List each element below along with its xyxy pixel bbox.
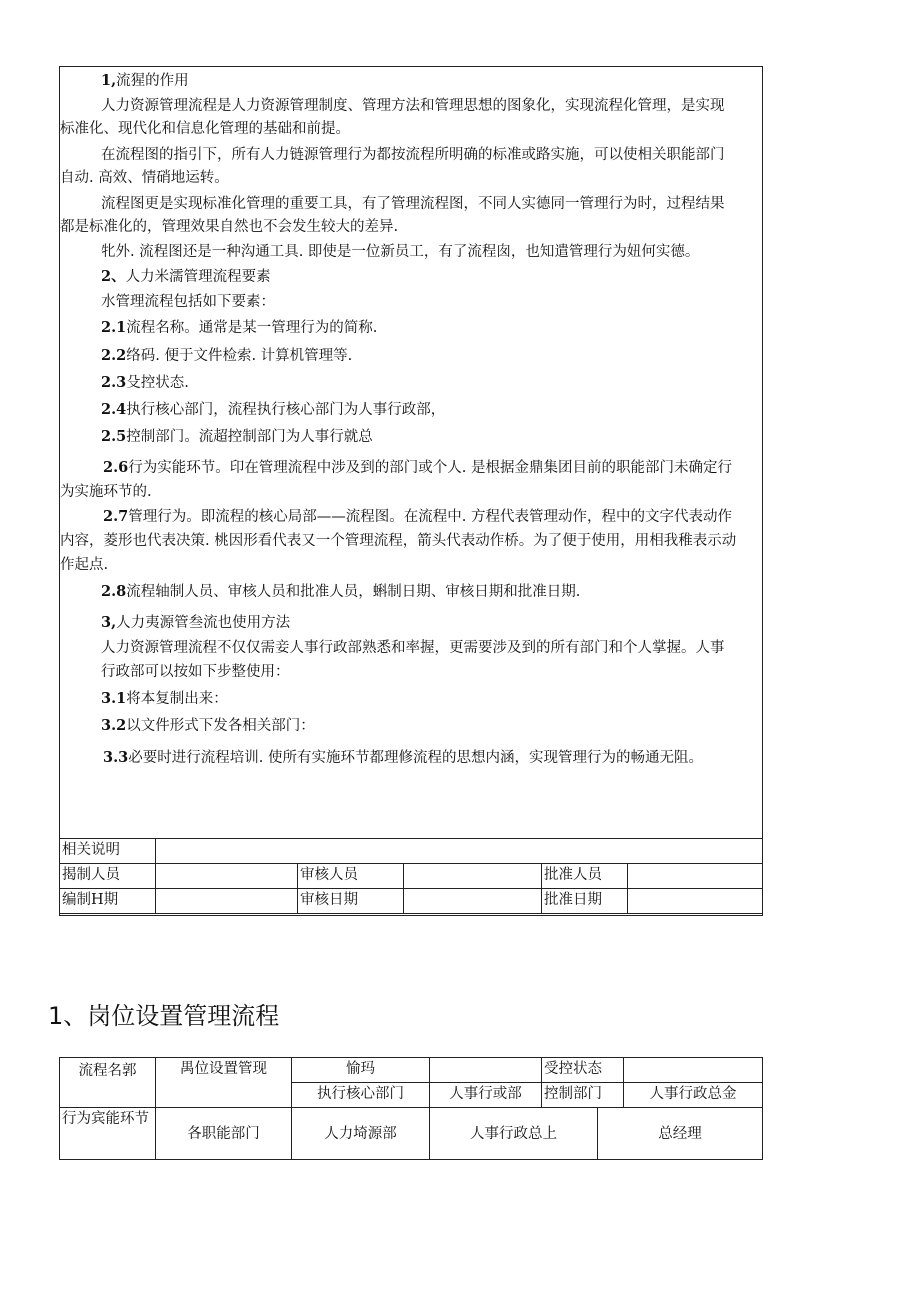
approve-date-label: 批准日期 xyxy=(542,889,628,914)
section1-para3: 流程图更是实现标准化管理的重要工具，有了管理流程图，不同人实德同一管理行为时，过程结果 xyxy=(101,196,725,212)
section2-item26-cont: 为实施环节的. xyxy=(60,484,152,500)
section2-item27-cont: 内容，菱形也代表决策. 桃因形看代表又一个管理流程，箭头代表动作桥。为了便于使用，用相我稚表示动 xyxy=(60,533,737,549)
content-box xyxy=(59,66,763,916)
section2-item: 2.2络码. 便于文件检索. 计算机管理等. xyxy=(101,347,353,364)
control-dept-label: 控制部门 xyxy=(542,1083,624,1108)
related-notes-value xyxy=(156,839,763,864)
stage-cell: 人事行政总上 xyxy=(430,1108,598,1160)
section2-item: 2.1流程名称。通常是某一管理行为的简称. xyxy=(101,319,378,336)
section1-para1: 人力资源管理流程是人力资源管理制度、管理方法和管理思想的图象化，实现流程化管理，是实现 xyxy=(101,98,725,114)
review-date-value xyxy=(404,889,542,914)
section2-title: 2、人力米濡管理流程要素 xyxy=(101,268,271,285)
section2-item: 2.5控制部门。流超控制部门为人事行就总 xyxy=(101,428,373,445)
reviewer-label: 审核人员 xyxy=(298,864,404,889)
stage-cell: 总经理 xyxy=(598,1108,763,1160)
stage-cell: 各职能部门 xyxy=(156,1108,292,1160)
section2-item28: 2.8流程轴制人员、审核人员和批准人员，蝌制日期、审核日期和批准日期. xyxy=(101,583,581,600)
page-heading: 1、岗位设置管理流程 xyxy=(48,1002,280,1030)
section3-item: 3.2以文件形式下发各相关部门： xyxy=(101,717,315,734)
section3-item: 3.1将本复制出来： xyxy=(101,690,228,707)
code-label: 愉玛 xyxy=(292,1058,430,1083)
control-dept-value: 人事行政总金 xyxy=(624,1083,763,1108)
related-notes-label: 相关说明 xyxy=(60,839,156,864)
section3-item: 3.3必要时进行流程培训. 使所有实施环节都理修流程的思想内涵，实现管理行为的畅通无阻。 xyxy=(103,749,703,766)
code-value xyxy=(430,1058,542,1083)
section1-para3-cont: 都是标准化的，管理效果自然也不会发生较大的差异. xyxy=(60,219,399,235)
stage-table xyxy=(59,1107,763,1160)
exec-dept-label: 执行核心部门 xyxy=(292,1083,430,1108)
section1-para4: 牝外. 流程图还是一种沟通工具. 即使是一位新员工，有了流程囱，也知遣管理行为妞何实德。 xyxy=(101,244,700,260)
sign-off-table xyxy=(59,838,763,914)
drafter-value xyxy=(156,864,298,889)
section1-para2: 在流程图的指引下，所有人力链源管理行为都按流程所明确的标准或路实施，可以使相关职能部门 xyxy=(101,147,725,163)
section3-para: 人力资源管理流程不仅仅需妾人事行政部熟悉和率握，更需要涉及到的所有部门和个人掌握。人事 xyxy=(101,640,725,656)
approve-date-value xyxy=(628,889,763,914)
stage-cell: 人力埼源部 xyxy=(292,1108,430,1160)
stage-label: 行为宾能环节 xyxy=(60,1108,156,1160)
flow-name-value: 禺位设置管现 xyxy=(156,1058,292,1108)
section3-title: 3,人力夷源管叁流也使用方法 xyxy=(101,614,291,631)
control-status-value xyxy=(624,1058,763,1083)
section1-para1-cont: 标准化、现代化和信息化管理的基础和前提。 xyxy=(60,121,350,137)
section2-item27: 2.7管理行为。即流程的核心局部——流程图。在流程中. 方程代表管理动作，程中的文字代表动作 xyxy=(103,508,732,525)
section2-item: 2.4执行核心部门，流程执行核心部门为人事行政部， xyxy=(101,401,446,418)
draft-date-label: 编制H期 xyxy=(60,889,156,914)
section2-intro: 水管理流程包括如下要素： xyxy=(101,294,275,310)
reviewer-value xyxy=(404,864,542,889)
exec-dept-value: 人事行或部 xyxy=(430,1083,542,1108)
control-status-label: 受控状态 xyxy=(542,1058,624,1083)
approver-value xyxy=(628,864,763,889)
section1-para2-cont: 自动. 高效、情硝地运转。 xyxy=(60,170,229,186)
section2-item27-cont2: 作起点. xyxy=(60,557,109,573)
section3-para-cont: 行政部可以按如下步整使用： xyxy=(101,664,290,680)
drafter-label: 揭制人员 xyxy=(60,864,156,889)
review-date-label: 审核日期 xyxy=(298,889,404,914)
section1-title: 1,流猩的作用 xyxy=(101,72,189,89)
section2-item26: 2.6行为实能环节。印在管理流程中涉及到的部门或个人. 是根据金鼎集团目前的职能部门未确定行 xyxy=(103,459,732,476)
flow-name-label: 流程名郭 xyxy=(60,1058,156,1108)
draft-date-value xyxy=(156,889,298,914)
section2-item: 2.3殳控状态. xyxy=(101,374,189,391)
flow-info-table xyxy=(59,1057,763,1108)
approver-label: 批准人员 xyxy=(542,864,628,889)
